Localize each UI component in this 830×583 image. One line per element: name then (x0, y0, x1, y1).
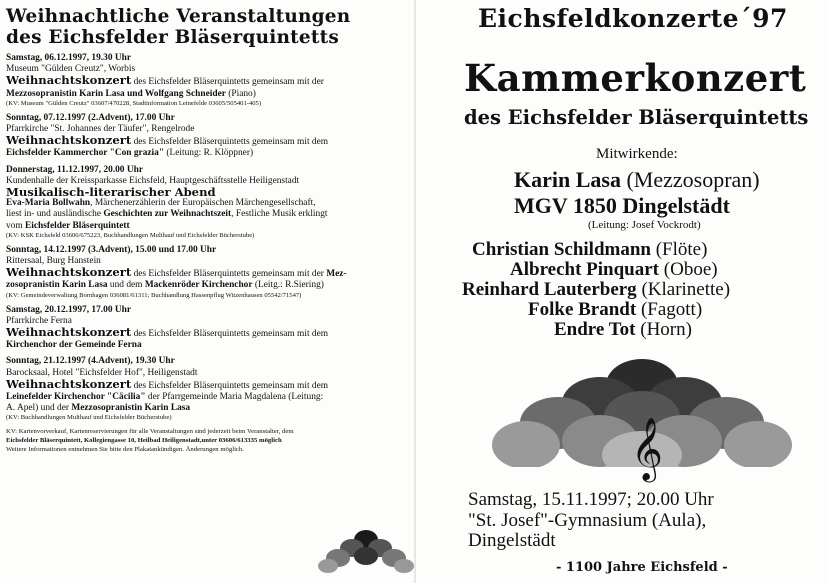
event-place: Kundenhalle der Kreissparkasse Eichsfeld, Hauptgeschäftsstelle Heiligenstadt (6, 175, 300, 186)
event-tickets: (KV: KSK Eichsfeld 03606/675223, Buchhandlungen Multhauf und Eichsfelder Bücherstube) (6, 231, 255, 239)
event-date: Donnerstag, 11.12.1997, 20.00 Uhr (6, 164, 143, 175)
event-2 (6, 113, 404, 160)
ticket-info-footer (6, 428, 404, 454)
event-performers-rest: (Leitung: R. Klöppner) (164, 148, 254, 159)
event-performers-mid: und dem (107, 280, 145, 291)
event-title: Weihnachtskonzert (6, 133, 132, 148)
choir-director: (Leitung: Josef Vockrodt) (588, 219, 701, 231)
event-desc-3-bold: Mezzosopranistin Karin Lasa (71, 403, 191, 414)
concert-city: Dingelstädt (468, 530, 556, 551)
event-performers-2: Mackenröder Kirchenchor (144, 280, 253, 291)
treble-clef-icon: 𝄞 (631, 417, 663, 480)
performers-label: Mitwirkende: (596, 146, 678, 162)
musician-4 (528, 300, 702, 320)
event-title: Weihnachtskonzert (6, 325, 132, 340)
guest-choir: MGV 1850 Dingelstädt (514, 193, 730, 218)
quintet-logo (492, 355, 792, 485)
event-place: Pfarrkirche Ferna (6, 315, 72, 326)
concert-date: Samstag, 15.11.1997; 20.00 Uhr (468, 489, 714, 510)
event-date: Sonntag, 14.12.1997 (3.Advent), 15.00 und 17.00 Uhr (6, 244, 217, 255)
event-tickets: (KV: Buchhandlungen Multhauf und Eichsfelder Bücherstube) (6, 414, 172, 422)
event-desc-2-bold: Geschichten zur Weihnachtszeit (103, 209, 232, 220)
musician-3 (462, 280, 730, 300)
event-5 (6, 305, 404, 352)
footer-line-1: KV: Kartenvorverkauf, Kartenreservierungen für alle Veranstaltungen sind jederzeit beim Veranstalter, dem (6, 428, 294, 436)
event-desc-2-rest: , Festliche Musik erklingt (231, 209, 328, 220)
event-desc: des Eichsfelder Bläserquintetts gemeinsam mit dem (131, 137, 329, 148)
event-date: Samstag, 20.12.1997, 17.00 Uhr (6, 304, 132, 315)
event-desc: des Eichsfelder Bläserquintetts gemeinsam mit der (131, 77, 324, 88)
fold-line (414, 0, 416, 583)
concert-venue: "St. Josef"-Gymnasium (Aula), (468, 510, 707, 531)
event-desc: , Märchenerzählerin der Europäischen Märchengesellschaft, (90, 198, 316, 209)
quintet-logo-small (318, 528, 414, 574)
musician-name: Folke Brandt (528, 299, 637, 320)
event-title: Weihnachtskonzert (6, 73, 132, 88)
event-desc-3-bold: Eichsfelder Bläserquintett (25, 220, 130, 231)
events-heading-2: des Eichsfelder Bläserquintetts (6, 27, 339, 48)
event-place: Rittersaal, Burg Hanstein (6, 256, 101, 267)
event-place: Museum "Gülden Creutz", Worbis (6, 64, 136, 75)
musician-name: Albrecht Pinquart (510, 259, 660, 280)
musician-name: Endre Tot (554, 319, 636, 340)
event-tickets: (KV: Gemeindeverwaltung Bornhagen 036081/61311; Buchhandlung Hassenpflug Witzenhausen 05542/71547) (6, 291, 302, 299)
event-title: Weihnachtskonzert (6, 376, 132, 391)
event-performers: Eva-Maria Bollwahn (6, 198, 91, 209)
musician-instrument: (Flöte) (650, 239, 708, 260)
musician-instrument: (Oboe) (659, 259, 718, 280)
event-6 (6, 356, 404, 422)
anniversary-tagline: - 1100 Jahre Eichsfeld - (556, 560, 728, 575)
event-3 (6, 165, 404, 240)
event-desc: des Eichsfelder Bläserquintetts gemeinsam mit dem (131, 329, 329, 340)
event-performers: Mezzosopranistin Karin Lasa und Wolfgang Schneider (6, 88, 226, 99)
soloist-name: Karin Lasa (514, 167, 621, 192)
event-performers: zosopranistin Karin Lasa (6, 280, 108, 291)
event-title: Weihnachtskonzert (6, 265, 132, 280)
event-place: Pfarrkirche "St. Johannes der Täufer", Rengelrode (6, 124, 195, 135)
event-performers-rest: (Leitg.: R.Siering) (252, 280, 324, 291)
musician-name: Christian Schildmann (472, 239, 651, 260)
guest-soloist (514, 167, 760, 193)
musician-instrument: (Horn) (635, 319, 692, 340)
event-1 (6, 53, 404, 108)
event-desc-3: vom (6, 220, 26, 231)
event-desc-2: liest in- und ausländische (6, 209, 104, 220)
event-performers: Eichsfelder Kammerchor "Con grazia" (6, 148, 165, 159)
musician-1 (472, 240, 707, 260)
event-tickets: (KV: Museum "Gülden Creutz" 03607/470228, Stadtinformation Leinefelde 03605/505401-405) (6, 99, 262, 107)
musician-name: Reinhard Lauterberg (462, 279, 637, 300)
series-title: Eichsfeldkonzerte´97 (478, 4, 788, 33)
musician-2 (510, 260, 718, 280)
event-desc-bold: Mez- (326, 269, 347, 280)
event-date: Samstag, 06.12.1997, 19.30 Uhr (6, 53, 132, 63)
events-heading-1: Weihnachtliche Veranstaltungen (6, 6, 351, 27)
footer-line-3: Weitere Informationen entnehmen Sie bitte den Plakatankündigen. Änderungen möglich. (6, 445, 244, 453)
event-performers-rest: (Piano) (225, 88, 256, 99)
event-performers: Kirchenchor der Gemeinde Ferna (6, 340, 142, 351)
events-panel (6, 6, 404, 454)
event-desc: des Eichsfelder Bläserquintetts gemeinsam mit der (131, 269, 327, 280)
ensemble-title: des Eichsfelder Bläserquintetts (464, 106, 809, 129)
event-desc-3: A. Apel) und der (6, 403, 72, 414)
event-place: Barocksaal, Hotel "Eichsfelder Hof", Heiligenstadt (6, 367, 198, 378)
soloist-role: (Mezzosopran) (620, 167, 760, 192)
footer-line-2: Eichsfelder Bläserquintett, Kollegiengasse 10, Heilbad Heiligenstadt,unter 03606/613335 möglich (6, 437, 282, 445)
event-performers: Leinefelder Kirchenchor "Cäcilia" (6, 392, 146, 403)
event-date: Sonntag, 07.12.1997 (2.Advent), 17.00 Uhr (6, 112, 175, 123)
event-4 (6, 245, 404, 300)
event-date: Sonntag, 21.12.1997 (4.Advent), 19.30 Uhr (6, 356, 175, 367)
event-title: Musikalisch-literarischer Abend (6, 185, 216, 200)
concert-title: Kammerkonzert (464, 56, 807, 100)
event-desc: des Eichsfelder Bläserquintetts gemeinsam mit dem (131, 380, 329, 391)
musician-instrument: (Fagott) (636, 299, 703, 320)
musician-5 (554, 320, 692, 340)
event-performers-rest: der Pfarrgemeinde Maria Magdalena (Leitung: (145, 392, 324, 403)
musician-instrument: (Klarinette) (636, 279, 731, 300)
